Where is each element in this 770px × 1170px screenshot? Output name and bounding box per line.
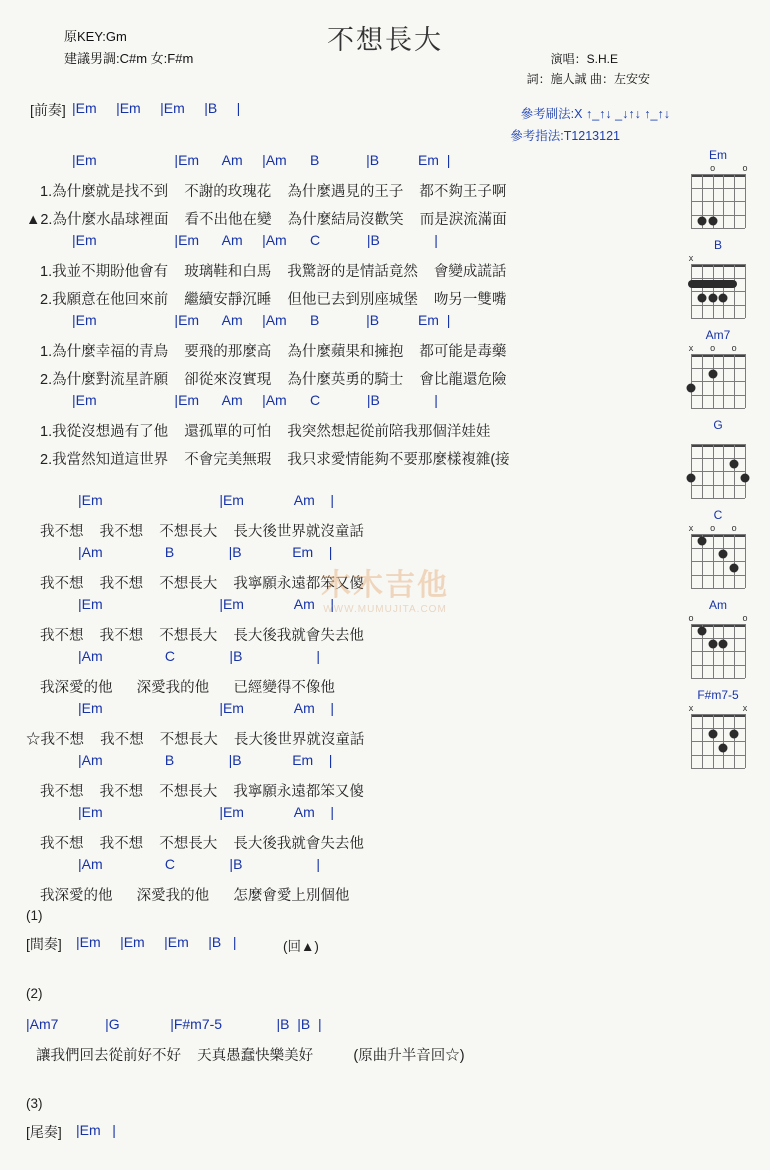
fretboard-grid <box>691 174 745 228</box>
singer-credit: 演唱：S.H.E <box>550 52 618 66</box>
finger-dot <box>708 217 717 226</box>
verse-chords: |Em |Em Am |Am C |B | <box>72 232 438 248</box>
finger-dot <box>697 217 706 226</box>
finger-dot <box>687 473 696 482</box>
chorus-chords: |Em |Em Am | <box>78 804 334 820</box>
chord-diagram <box>678 508 758 588</box>
intro-chords: |Em |Em |Em |B | <box>72 100 241 116</box>
chord-diagram <box>678 238 758 318</box>
verse-chords: |Em |Em Am |Am B |B Em | <box>72 152 451 168</box>
chorus-chords: |Em |Em Am | <box>78 700 334 716</box>
fretboard-grid <box>691 264 745 318</box>
finger-dot <box>708 370 717 379</box>
finger-dot <box>719 640 728 649</box>
open-string-icon: o <box>710 163 716 173</box>
verse-lyric: 1.為什麼幸福的青鳥 要飛的那麼高 為什麼蘋果和擁抱 都可能是毒藥 <box>40 344 507 360</box>
watermark-text: 木木吉他 <box>321 569 449 602</box>
chord-diagram-name: Am <box>709 598 727 612</box>
chord-diagram-name: B <box>713 238 722 252</box>
chord-diagram-name: Em <box>709 148 727 162</box>
suggested-key: 建議男調:C#m 女:F#m <box>64 51 194 66</box>
chorus-lyric: 我不想 我不想 不想長大 長大後我就會失去他 <box>40 628 364 644</box>
finger-pattern-ref: 參考指法:T1213121 <box>510 129 620 143</box>
open-string-icon: o <box>742 613 748 623</box>
verse-lyric: 2.我當然知道這世界 不會完美無瑕 我只求愛情能夠不要那麼樣複雜(接 <box>40 452 510 468</box>
fretboard-grid <box>691 444 745 498</box>
finger-dot <box>719 743 728 752</box>
chorus-lyric: 我深愛的他 深愛我的他 已經變得不像他 <box>40 680 335 696</box>
chord-string-markers <box>688 703 748 714</box>
ending-number: (3) <box>26 1096 43 1111</box>
interlude-label: [間奏] <box>26 936 62 952</box>
chord-string-markers <box>691 433 745 444</box>
barre-indicator <box>688 280 737 288</box>
watermark-url: WWW.MUMUJITA.COM <box>323 604 447 615</box>
fretboard-grid <box>691 624 745 678</box>
chorus-chords: |Am C |B | <box>78 856 320 872</box>
ending2-chords: |Am7 |G |F#m7-5 |B |B | <box>26 1016 322 1032</box>
verse-lyric: 1.我並不期盼他會有 玻璃鞋和白馬 我驚訝的是情話竟然 會變成謊話 <box>40 264 507 280</box>
finger-dot <box>708 293 717 302</box>
ending2-lyric: 讓我們回去從前好不好 天真愚蠢快樂美好 (原曲升半音回☆) <box>36 1048 465 1064</box>
chorus-chords: |Em |Em Am | <box>78 596 334 612</box>
fretboard-grid <box>691 714 745 768</box>
open-string-icon: o <box>688 613 694 623</box>
chord-diagram <box>678 418 758 498</box>
verse-lyric: ▲2.為什麼水晶球裡面 看不出他在變 為什麼結局沒歡笑 而是淚流滿面 <box>26 212 507 228</box>
chorus-chords: |Am C |B | <box>78 648 320 664</box>
open-string-icon: o <box>710 523 716 533</box>
chorus-lyric: 我不想 我不想 不想長大 長大後世界就沒童話 <box>40 524 364 540</box>
interlude-chords: |Em |Em |Em |B | <box>76 934 237 950</box>
chorus-lyric: 我不想 我不想 不想長大 我寧願永遠都笨又傻 <box>40 576 364 592</box>
chord-diagram-name: G <box>713 418 723 432</box>
chord-diagram <box>678 688 758 768</box>
chord-string-markers <box>688 523 745 534</box>
verse-lyric: 2.我願意在他回來前 繼續安靜沉睡 但他已去到別座城堡 吻另一雙嘴 <box>40 292 507 308</box>
finger-dot <box>730 460 739 469</box>
chord-diagram <box>678 598 758 678</box>
finger-dot <box>697 536 706 545</box>
chord-string-markers <box>688 613 748 624</box>
muted-string-icon: x <box>688 523 694 533</box>
chord-diagram-name: C <box>713 508 723 522</box>
fretboard-grid <box>691 534 745 588</box>
finger-dot <box>687 383 696 392</box>
ending-number: (1) <box>26 908 43 923</box>
intro-label: [前奏] <box>30 102 66 118</box>
chord-diagram-name: F#m7-5 <box>697 688 739 702</box>
finger-dot <box>730 563 739 572</box>
muted-string-icon: x <box>688 253 694 263</box>
finger-dot <box>719 293 728 302</box>
verse-lyric: 2.為什麼對流星許願 卻從來沒實現 為什麼英勇的騎士 會比龍還危險 <box>40 372 507 388</box>
open-string-icon: o <box>742 163 748 173</box>
chorus-lyric: ☆我不想 我不想 不想長大 長大後世界就沒童話 <box>26 732 365 748</box>
muted-string-icon: x <box>688 703 694 713</box>
finger-dot <box>708 640 717 649</box>
chord-string-markers <box>688 253 745 264</box>
verse-chords: |Em |Em Am |Am B |B Em | <box>72 312 451 328</box>
fretboard-grid <box>691 354 745 408</box>
finger-dot <box>719 550 728 559</box>
chord-diagram <box>678 148 758 228</box>
verse-lyric: 1.我從沒想過有了他 還孤單的可怕 我突然想起從前陪我那個洋娃娃 <box>40 424 491 440</box>
finger-dot <box>697 626 706 635</box>
chord-diagram-panel <box>678 148 762 778</box>
repeat-note: (回▲) <box>283 939 319 954</box>
verse-lyric: 1.為什麼就是找不到 不謝的玫瑰花 為什麼遇見的王子 都不夠王子啊 <box>40 184 507 200</box>
finger-dot <box>708 730 717 739</box>
chorus-chords: |Em |Em Am | <box>78 492 334 508</box>
strum-pattern-ref: 參考刷法:X ↑_↑↓ _↓↑↓ ↑_↑↓ <box>520 107 670 121</box>
chorus-chords: |Am B |B Em | <box>78 752 333 768</box>
chord-diagram <box>678 328 758 408</box>
muted-string-icon: x <box>688 343 694 353</box>
open-string-icon: o <box>731 523 737 533</box>
open-string-icon: o <box>731 343 737 353</box>
verse-chords: |Em |Em Am |Am C |B | <box>72 392 438 408</box>
chord-string-markers <box>691 163 748 174</box>
chord-diagram-name: Am7 <box>705 328 731 342</box>
finger-dot <box>741 473 750 482</box>
outro-label: [尾奏] <box>26 1124 62 1140</box>
chorus-chords: |Am B |B Em | <box>78 544 333 560</box>
finger-dot <box>697 293 706 302</box>
chord-string-markers <box>688 343 745 354</box>
writer-credit: 詞：施人誠 曲：左安安 <box>526 72 650 86</box>
chorus-lyric: 我深愛的他 深愛我的他 怎麼會愛上別個他 <box>40 888 350 904</box>
open-string-icon: o <box>710 343 716 353</box>
finger-dot <box>730 730 739 739</box>
muted-string-icon: x <box>742 703 748 713</box>
chorus-lyric: 我不想 我不想 不想長大 我寧願永遠都笨又傻 <box>40 784 364 800</box>
chorus-lyric: 我不想 我不想 不想長大 長大後我就會失去他 <box>40 836 364 852</box>
outro-chords: |Em | <box>76 1122 116 1138</box>
page-title: 不想長大 <box>327 25 443 55</box>
ending-number: (2) <box>26 986 43 1001</box>
original-key: 原KEY:Gm <box>64 29 127 44</box>
